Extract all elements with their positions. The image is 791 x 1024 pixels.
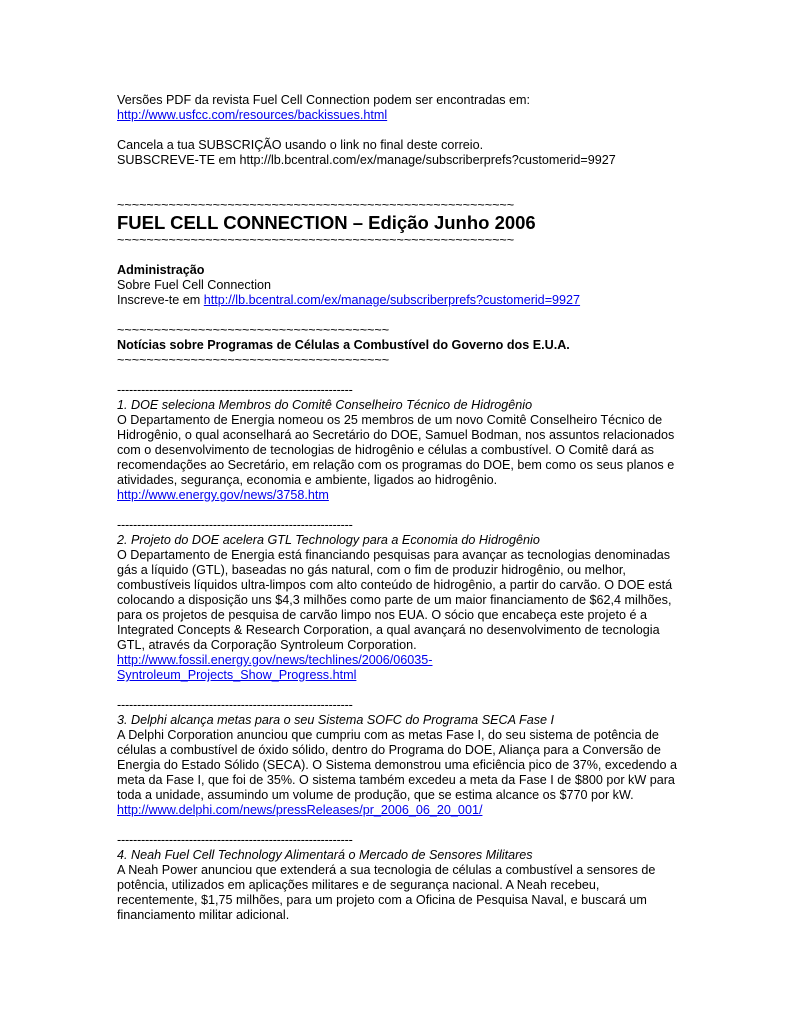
news-item-link[interactable] bbox=[117, 653, 683, 683]
item-separator: ----------------------------------------------------------- bbox=[117, 833, 353, 847]
link-part: http://www.fossil.energy.gov/news/techlines/2006/06035- bbox=[117, 653, 433, 667]
news-item-title: 4. Neah Fuel Cell Technology Alimentará o Mercado de Sensores Militares bbox=[117, 848, 533, 862]
section-heading: Notícias sobre Programas de Células a Combustível do Governo dos E.U.A. bbox=[117, 338, 570, 352]
admin-heading: Administração bbox=[117, 263, 205, 277]
pdf-versions-text: Versões PDF da revista Fuel Cell Connection podem ser encontradas em: bbox=[117, 93, 530, 107]
news-item-title: 1. DOE seleciona Membros do Comitê Conselheiro Técnico de Hidrogênio bbox=[117, 398, 533, 412]
subscribe-text: SUBSCREVE-TE em http://lb.bcentral.com/ex/manage/subscriberprefs?customerid=9927 bbox=[117, 153, 616, 167]
section-divider-top: ~~~~~~~~~~~~~~~~~~~~~~~~~~~~~~~~~~~~~ bbox=[117, 323, 390, 337]
title-divider-top: ~~~~~~~~~~~~~~~~~~~~~~~~~~~~~~~~~~~~~~~~~~~~~~~~~~~~~~ bbox=[117, 198, 515, 212]
subscribe-line bbox=[117, 293, 683, 308]
item-separator: ----------------------------------------------------------- bbox=[117, 698, 353, 712]
cancel-subscription-text: Cancela a tua SUBSCRIÇÃO usando o link no final deste correio. bbox=[117, 138, 484, 152]
news-item-body: A Delphi Corporation anunciou que cumpriu com as metas Fase I, do seu sistema de potência de células a combustível de óxido sólido, dentro do Programa do DOE, Aliança para a Conversão de Energia do Estado Sólido (SECA). O Sistema demonstrou uma eficiência pico de 37%, excedendo a meta da Fase I, que foi de 35%. O sistema também excedeu a meta da Fase I de $800 por kW para toda a unidade, assumindo um volume de produção, que se estima alcance os $770 por kW. bbox=[117, 728, 678, 802]
news-item-body: O Departamento de Energia nomeou os 25 membros de um novo Comitê Conselheiro Técnico de Hidrogênio, o qual aconselhará ao Secretário do DOE, Samuel Bodman, nos assuntos relacionados com o desenvolvimento de tecnologias de hidrogênio e células a combustível. O Comitê dará as recomendações ao Secretário, em relação com os programas do DOE, bem como os seus planos e atividades, segurança, economia e ambiente, ligados ao hidrogênio. bbox=[117, 413, 675, 487]
news-item-body: O Departamento de Energia está financiando pesquisas para avançar as tecnologias denominadas gás a líquido (GTL), baseadas no gás natural, com o fim de produzir hidrogênio, ou melhor, combustíveis líquidos ultra-limpos com alto conteúdo de hidrogênio, a partir do carvão. O DOE está colocando a disposição uns $4,3 milhões como parte de um maior financiamento de $62,4 milhões, para os projetos de pesquisa de carvão limpo nos EUA. O sócio que encabeça este projeto é a Integrated Concepts & Research Corporation, a qual avançará no desenvolvimento de tecnologia GTL, através da Corporação Syntroleum Corporation. bbox=[117, 548, 673, 652]
subscribe-prefix: Inscreve-te em bbox=[117, 293, 204, 307]
newsletter-document bbox=[117, 93, 683, 923]
news-item-body: A Neah Power anunciou que extenderá a sua tecnologia de células a combustível a sensores de potência, utilizados em aplicações militares e de segurança nacional. A Neah recebeu, recentemente, $1,75 milhões, para um projeto com a Oficina de Pesquisa Naval, e buscará um financiamento militar adicional. bbox=[117, 863, 656, 922]
news-item-link[interactable]: http://www.delphi.com/news/pressReleases/pr_2006_06_20_001/ bbox=[117, 803, 483, 817]
news-item-title: 2. Projeto do DOE acelera GTL Technology para a Economia do Hidrogênio bbox=[117, 533, 540, 547]
news-item-link[interactable]: http://www.energy.gov/news/3758.htm bbox=[117, 488, 329, 502]
section-divider-bottom: ~~~~~~~~~~~~~~~~~~~~~~~~~~~~~~~~~~~~~ bbox=[117, 353, 390, 367]
link-part: Syntroleum_Projects_Show_Progress.html bbox=[117, 668, 357, 682]
subscriber-prefs-link[interactable]: http://lb.bcentral.com/ex/manage/subscriberprefs?customerid=9927 bbox=[203, 293, 581, 307]
title-divider-bottom: ~~~~~~~~~~~~~~~~~~~~~~~~~~~~~~~~~~~~~~~~~~~~~~~~~~~~~~ bbox=[117, 233, 515, 247]
item-separator: ----------------------------------------------------------- bbox=[117, 518, 353, 532]
back-issues-link[interactable]: http://www.usfcc.com/resources/backissues.html bbox=[117, 108, 388, 122]
item-separator: ----------------------------------------------------------- bbox=[117, 383, 353, 397]
about-text: Sobre Fuel Cell Connection bbox=[117, 278, 272, 292]
newsletter-title: FUEL CELL CONNECTION – Edição Junho 2006 bbox=[117, 212, 536, 233]
news-item-title: 3. Delphi alcança metas para o seu Sistema SOFC do Programa SECA Fase I bbox=[117, 713, 555, 727]
